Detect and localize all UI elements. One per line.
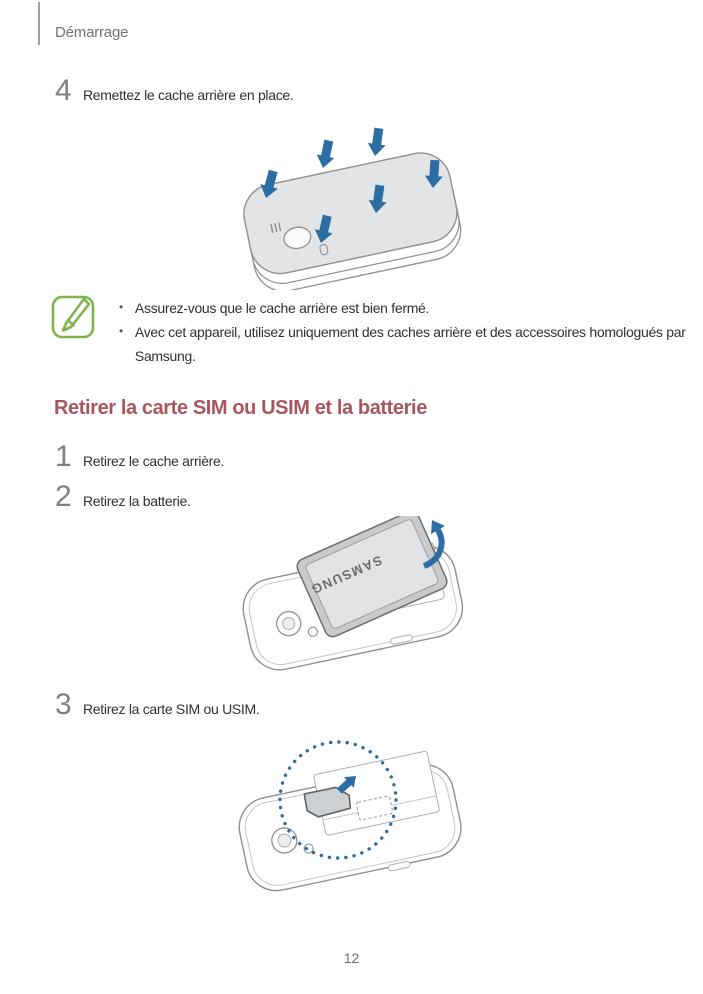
back-cover-figure <box>230 110 474 290</box>
step-row-1 <box>55 442 224 472</box>
step-text: Remettez le cache arrière en place. <box>83 87 294 103</box>
section-title: Retirer la carte SIM ou USIM et la batterie <box>54 397 427 419</box>
bullet-icon: • <box>119 300 123 314</box>
page-number: 12 <box>343 950 360 966</box>
note-list <box>119 294 699 368</box>
note-text: Avec cet appareil, utilisez uniquement des caches arrière et des accessoires homologués par Samsung. <box>134 324 686 365</box>
illustration-battery-removal <box>0 516 703 679</box>
bullet-icon: • <box>119 324 123 339</box>
illustration-back-cover <box>0 110 703 295</box>
step-row-3 <box>55 690 259 720</box>
battery-figure <box>232 516 472 674</box>
step-text: Retirez la carte SIM ou USIM. <box>83 701 260 717</box>
sim-figure <box>230 724 474 896</box>
step-row-2 <box>55 482 191 512</box>
step-number: 1 <box>55 440 72 473</box>
flash-hole <box>319 244 328 255</box>
step-text: Retirez la batterie. <box>83 493 191 509</box>
chapter-title: Démarrage <box>55 24 129 41</box>
phone-outline <box>231 747 467 896</box>
note-box <box>50 294 699 368</box>
illustration-sim-removal <box>0 724 703 901</box>
step-row-4 <box>55 76 294 106</box>
step-number: 3 <box>55 688 72 721</box>
step-number: 4 <box>55 74 72 107</box>
note-item <box>119 320 699 368</box>
note-item <box>119 296 699 320</box>
header-divider <box>38 2 40 45</box>
battery-brand-label: SAMSUNG <box>307 552 384 598</box>
note-text: Assurez-vous que le cache arrière est bien fermé. <box>134 300 430 316</box>
step-number: 2 <box>55 480 72 513</box>
note-pencil-icon <box>50 294 96 340</box>
step-text: Retirez le cache arrière. <box>83 453 225 469</box>
